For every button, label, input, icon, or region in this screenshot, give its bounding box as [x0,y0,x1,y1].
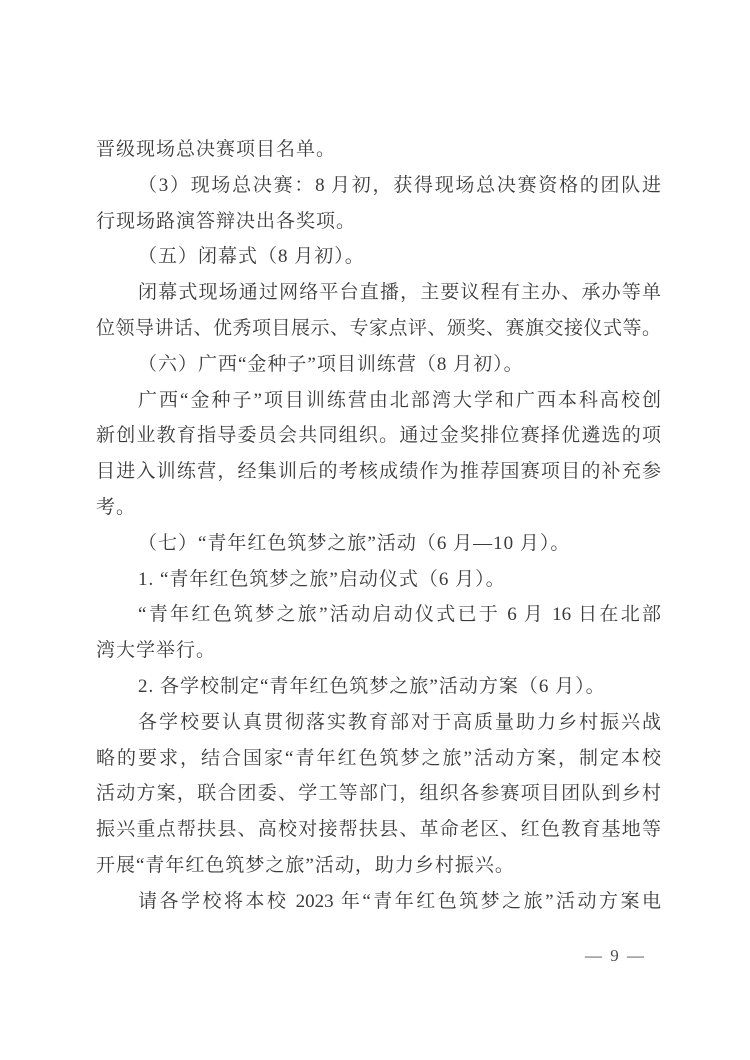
text-line: 湾大学举行。 [96,640,217,662]
text-line: 各学校要认真贯彻落实教育部对于高质量助力乡村振兴战 [138,711,661,733]
text-line: 请各学校将本校 2023 年“青年红色筑梦之旅”活动方案电 [138,890,661,912]
text-line: 新创业教育指导委员会共同组织。通过金奖排位赛择优遴选的项 [96,425,661,447]
text-line: 广西“金种子”项目训练营由北部湾大学和广西本科高校创 [138,389,661,411]
text-line: 略的要求，结合国家“青年红色筑梦之旅”活动方案，制定本校 [96,747,661,769]
text-line: 目进入训练营，经集训后的考核成绩作为推荐国赛项目的补充参 [96,461,661,483]
text-line: （六）广西“金种子”项目训练营（8 月初）。 [138,353,524,375]
document-body [96,132,661,920]
text-line: 闭幕式现场通过网络平台直播，主要议程有主办、承办等单 [138,282,661,304]
text-line: “青年红色筑梦之旅”活动启动仪式已于 6 月 16 日在北部 [138,604,661,626]
text-line: 行现场路演答辩决出各奖项。 [96,210,357,232]
text-line: 开展“青年红色筑梦之旅”活动，助力乡村振兴。 [96,854,515,876]
text-line: 振兴重点帮扶县、高校对接帮扶县、革命老区、红色教育基地等 [96,819,661,841]
page-number: — 9 — [585,946,646,965]
text-line: 考。 [96,496,137,518]
text-line: 2. 各学校制定“青年红色筑梦之旅”活动方案（6 月）。 [138,675,606,697]
text-line: 晋级现场总决赛项目名单。 [96,139,337,160]
text-line: （五）闭幕式（8 月初）。 [138,246,365,268]
text-line: 位领导讲话、优秀项目展示、专家点评、颁奖、赛旗交接仪式等。 [96,317,661,339]
text-line: 活动方案，联合团委、学工等部门，组织各参赛项目团队到乡村 [96,783,661,805]
text-line: 1. “青年红色筑梦之旅”启动仪式（6 月）。 [138,568,506,590]
text-line: （3）现场总决赛：8 月初，获得现场总决赛资格的团队进 [138,174,661,196]
text-line: （七）“青年红色筑梦之旅”活动（6 月—10 月）。 [138,532,571,554]
